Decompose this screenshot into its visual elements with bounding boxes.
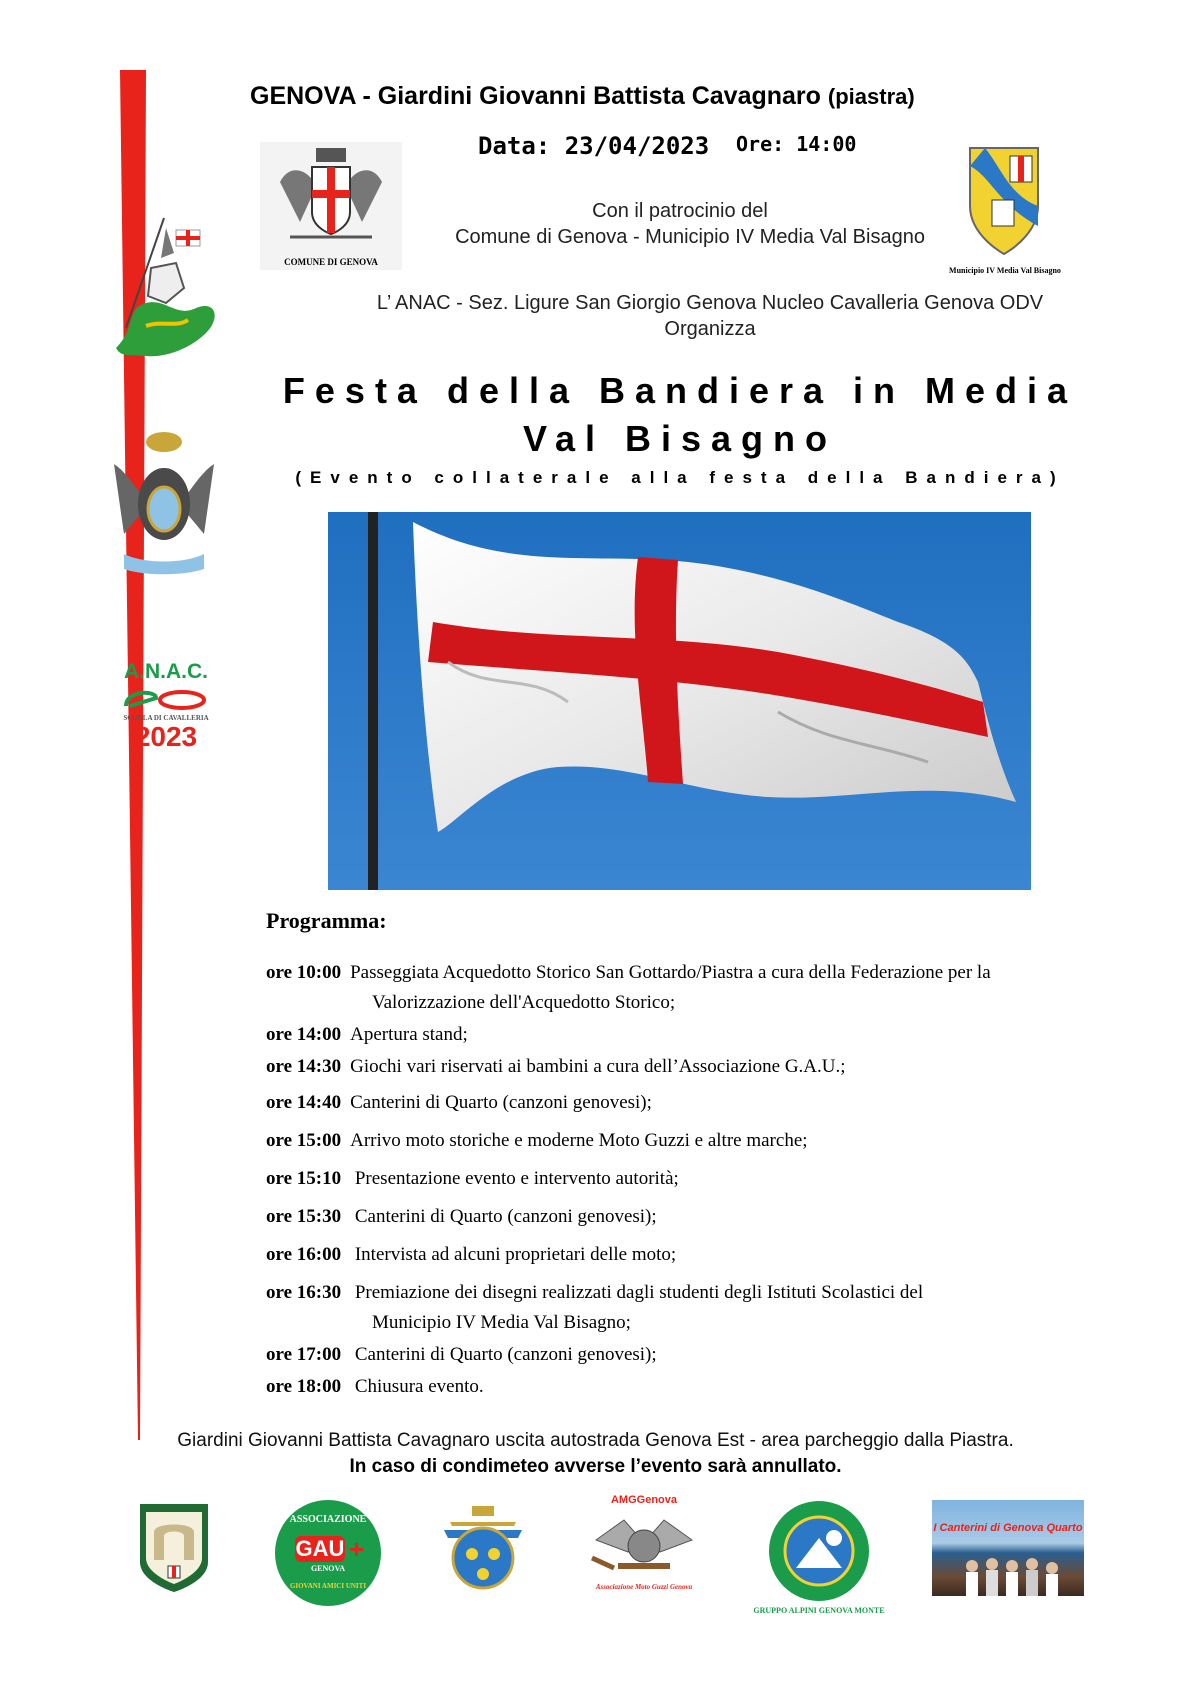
gau-bottom-text: GIOVANI AMICI UNITI <box>289 1582 367 1590</box>
program-item <box>266 1344 1116 1366</box>
program-time: ore 15:10 <box>266 1168 342 1189</box>
title-main: GENOVA - Giardini Giovanni Battista Cavagnaro <box>250 82 821 110</box>
program-item <box>266 1168 1116 1190</box>
program-time: ore 17:00 <box>266 1344 342 1365</box>
anac-caption: SCUOLA DI CAVALLERIA <box>123 714 209 722</box>
organizer-line2: Organizza <box>664 318 756 340</box>
program-item <box>266 962 1116 984</box>
program-item-continuation: Valorizzazione dell'Acquedotto Storico; <box>372 992 676 1013</box>
program-text: Canterini di Quarto (canzoni genovesi); <box>350 1206 657 1227</box>
program-text: Canterini di Quarto (canzoni genovesi); <box>350 1092 652 1113</box>
program-text: Chiusura evento. <box>350 1376 484 1397</box>
aeronautica-crest-icon <box>442 1502 524 1596</box>
event-subtitle: (Evento collaterale alla festa della Bandiera) <box>295 468 1065 487</box>
patrocinio-line2: Comune di Genova - Municipio IV Media Val Bisagno <box>455 226 925 248</box>
program-text: Presentazione evento e intervento autorità; <box>350 1168 679 1189</box>
gau-plus-icon: + <box>349 1534 365 1564</box>
singers-group-icon <box>932 1546 1084 1596</box>
gau-logo <box>275 1500 381 1606</box>
gau-city-text: GENOVA <box>310 1564 346 1573</box>
organizer-line1: L’ ANAC - Sez. Ligure San Giorgio Genova Nucleo Cavalleria Genova ODV <box>376 292 1044 314</box>
program-text: Arrivo moto storiche e moderne Moto Guzzi e altre marche; <box>350 1130 808 1151</box>
program-item <box>266 1376 1116 1398</box>
footer-location: Giardini Giovanni Battista Cavagnaro uscita autostrada Genova Est - area parcheggio dalla Piastra. <box>177 1430 1014 1451</box>
program-item <box>266 1206 1116 1228</box>
genoa-flag-photo <box>328 512 1031 890</box>
program-time: ore 15:00 <box>266 1130 342 1151</box>
event-title-line1: Festa della Bandiera in Media <box>282 370 1078 411</box>
program-item <box>266 1282 1116 1304</box>
program-text: Passeggiata Acquedotto Storico San Gottardo/Piastra a cura della Federazione per la <box>350 962 991 983</box>
amg-caption: Associazione Moto Guzzi Genova <box>595 1583 693 1591</box>
programma-heading: Programma: <box>266 908 387 933</box>
program-text: Premiazione dei disegni realizzati dagli studenti degli Istituti Scolastici del <box>350 1282 924 1303</box>
anac-emblem-icon <box>116 684 216 714</box>
gau-top-text: ASSOCIAZIONE <box>289 1514 367 1525</box>
municipio-caption: Municipio IV Media Val Bisagno <box>949 266 1061 275</box>
acquedotto-shield-icon <box>138 1502 210 1594</box>
program-time: ore 16:30 <box>266 1282 342 1303</box>
comune-genova-logo <box>260 142 402 270</box>
municipio-logo <box>930 146 1080 276</box>
eagle-crest-icon <box>104 424 224 584</box>
footer-weather-notice: In caso di condimeteo avverse l’evento sarà annullato. <box>349 1456 842 1477</box>
anac-year: 2023 <box>134 721 198 752</box>
program-item <box>266 1244 1116 1266</box>
gau-main-text: GAU <box>295 1536 345 1561</box>
title-paren: (piastra) <box>827 84 915 109</box>
program-text: Apertura stand; <box>350 1024 468 1045</box>
moto-engine-icon <box>588 1506 700 1578</box>
san-giorgio-dragon-icon <box>106 208 228 368</box>
program-text: Intervista ad alcuni proprietari delle moto; <box>350 1244 677 1265</box>
program-time: ore 14:40 <box>266 1092 342 1113</box>
patrocinio-line1: Con il patrocinio del <box>592 200 768 222</box>
canterini-photo <box>932 1500 1084 1596</box>
alpini-text: GRUPPO ALPINI GENOVA MONTE <box>753 1606 885 1615</box>
comune-caption: COMUNE DI GENOVA <box>284 257 378 267</box>
program-time: ore 10:00 <box>266 962 342 983</box>
program-item <box>266 1130 1116 1152</box>
program-item <box>266 1092 1116 1114</box>
program-time: ore 15:30 <box>266 1206 342 1227</box>
program-time: ore 18:00 <box>266 1376 342 1397</box>
amg-title: AMGGenova <box>610 1494 677 1506</box>
page-title <box>250 82 1110 111</box>
anac-logo <box>116 660 216 770</box>
program-time: ore 14:00 <box>266 1024 342 1045</box>
program-text: Canterini di Quarto (canzoni genovesi); <box>350 1344 657 1365</box>
anac-text: A.N.A.C. <box>124 660 208 683</box>
program-text: Giochi vari riservati ai bambini a cura dell’Associazione G.A.U.; <box>350 1056 846 1077</box>
program-time: ore 14:30 <box>266 1056 342 1077</box>
program-item <box>266 1056 1116 1078</box>
program-time: ore 16:00 <box>266 1244 342 1265</box>
amg-genova-logo <box>588 1494 700 1600</box>
event-date: Data: 23/04/2023 <box>478 132 710 160</box>
canterini-title: I Canterini di Genova Quarto <box>933 1522 1083 1534</box>
genova-crest-icon <box>260 142 402 252</box>
gruppo-alpini-logo <box>766 1498 872 1604</box>
program-item <box>266 1024 1116 1046</box>
program-item-continuation: Municipio IV Media Val Bisagno; <box>372 1312 631 1333</box>
event-time: Ore: 14:00 <box>736 132 857 156</box>
event-title-line2: Val Bisagno <box>522 418 838 459</box>
